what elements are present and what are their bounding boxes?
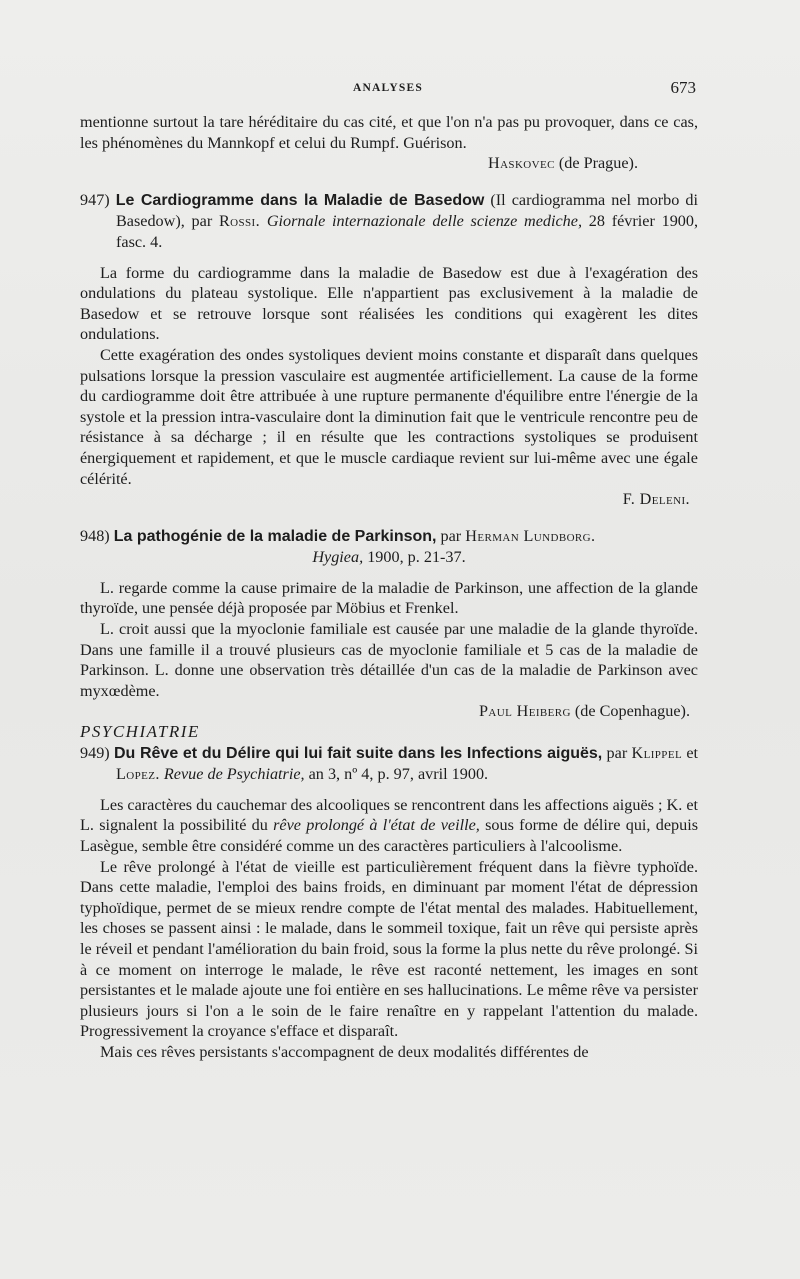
page-body [80, 112, 698, 1063]
entry-948-journal: Hygiea, [312, 548, 364, 567]
entry-949-body [80, 795, 698, 1063]
entry-948-date: 1900, p. 21-37. [367, 548, 466, 567]
entry-949-heading [80, 743, 698, 785]
entry-948-citation [80, 547, 698, 568]
entry-947-title: Le Cardiogramme dans la Maladie de Basedow [115, 191, 485, 209]
entry-947-journal: Giornale internazionale delle scienze mediche, [266, 212, 583, 231]
entry-949-by: par [606, 743, 628, 762]
entry-947-subtitle: (Il cardiogramma nel morbo di Basedow), par [116, 190, 699, 231]
entry-947-paragraph: Cette exagération des ondes systoliques devient moins constante et disparaît dans quelques pulsations lorsque la pression vasculaire est augmentée artificiellement. La cause de la forme du cardiogramme doit être attribuée à une rupture permanente d'équilibre entre l'énergie de la systole et la pression intra-vasculaire dont la diminution fait que le ventricule rencontre peu de résistance à sa décharge ; il en résulte que les contractions systoliques se produisent énergiquement et rapidement, et que le muscle cardiaque revient sur lui-même avec une égale célérité. [80, 345, 698, 488]
entry-949-paragraph-1 [80, 795, 698, 857]
entry-947-paragraph: La forme du cardiogramme dans la maladie de Basedow est due à l'exagération des ondulations du plateau systolique. Elle n'appartient pas exclusivement à la maladie de Basedow et se retrouve lorsque sont réalisées les conditions qui exagèrent les dites ondulations. [80, 263, 698, 344]
entry-948-paragraph: L. croit aussi que la myoclonie familiale est causée par une maladie de la glande thyroïde. Dans une famille il a trouvé plusieurs cas de myoclonie familiale et 5 cas de la maladie de Parkinson. L. donne une observation très détaillée d'un cas de la maladie de Parkinson avec myxœdème. [80, 620, 698, 700]
intro-text: mentionne surtout la tare héréditaire du cas cité, et que l'on n'a pas pu provoquer, dans ce cas, les phénomènes du Mannkopf et celui du Rumpf. Guérison. [80, 113, 698, 152]
entry-949-number: 949) [80, 743, 110, 762]
entry-948-signature [80, 701, 698, 722]
entry-949-p1-em: rêve prolongé à l'état de veille, [273, 816, 480, 835]
entry-948-signature-place: (de Copenhague). [574, 702, 690, 721]
entry-947-body [80, 263, 698, 510]
entry-947-signature-name: F. Deleni. [622, 490, 690, 509]
entry-949-paragraph-2: Le rêve prolongé à l'état de vieille est particulièrement fréquent dans la fièvre typhoïde. Dans cette maladie, l'emploi des bains froids, en diminuant par moment l'état de dépression typhoïdique, permet de se mieux rendre compte de l'état mental des malades. Habituellement, les choses se passent ainsi : le malade, dans le sommeil toxique, fait un rêve qui persiste après le réveil et pendant l'amélioration du bain froid, sous la forme la plus nette du rêve prolongé. Si à ce moment on interroge le malade, le rêve est raconté nettement, les images en sont persistantes et le malade ajoute une foi entière en ses hallucinations. Le même rêve va persister plusieurs jours si l'on a le soin de le faire renaître en y rappelant l'attention du malade. Progressivement la croyance s'efface et disparaît. [80, 857, 698, 1041]
page-header [80, 78, 696, 102]
entry-948-author: Herman Lundborg. [465, 526, 596, 545]
entry-949-p1-b: sous forme de délire qui, depuis Lasègue, semble être considéré comme un des caractères particuliers à l'alcoolisme. [80, 816, 699, 855]
entry-947-heading [80, 190, 698, 253]
entry-948-paragraph: L. regarde comme la cause primaire de la maladie de Parkinson, une affection de la glande thyroïde, une pensée déjà proposée par Möbius et Frenkel. [80, 578, 698, 618]
entry-948 [80, 526, 698, 722]
entry-949-journal: Revue de Psychiatrie, [163, 765, 305, 784]
entry-948-signature-name: Paul Heiberg [479, 702, 571, 721]
intro-signature-place: (de Prague). [558, 154, 638, 173]
section-title: PSYCHIATRIE [80, 722, 200, 742]
entry-948-by: par [440, 526, 462, 545]
entry-947-signature [80, 489, 698, 510]
entry-949-author2: Lopez. [116, 765, 160, 784]
page-number: 673 [670, 78, 696, 97]
running-title: ANALYSES [353, 82, 423, 94]
entry-949-paragraph-3: Mais ces rêves persistants s'accompagnent de deux modalités différentes de [100, 1042, 589, 1061]
entry-948-title: La pathogénie de la maladie de Parkinson, [113, 527, 437, 545]
entry-949-p1-a: Les caractères du cauchemar des alcooliques se rencontrent dans les affections aiguës ; K. et L. signalent la possibilité du [80, 795, 698, 835]
intro-signature [80, 153, 698, 174]
entry-949-author1: Klippel [631, 743, 683, 762]
entry-947-date: 28 février 1900, fasc. 4. [116, 212, 699, 251]
entry-949-title: Du Rêve et du Délire qui lui fait suite dans les Infections aiguës, [113, 744, 603, 762]
entry-948-heading [80, 526, 698, 548]
entry-947-number: 947) [80, 190, 110, 209]
intro-paragraph [80, 112, 698, 153]
entry-949-and: et [686, 743, 699, 762]
entry-948-number: 948) [80, 526, 110, 545]
entry-947 [80, 190, 698, 510]
entry-949 [80, 743, 698, 1063]
entry-947-author: Rossi. [218, 212, 261, 231]
entry-949-date: an 3, nº 4, p. 97, avril 1900. [308, 765, 489, 784]
entry-948-body [80, 578, 698, 722]
intro-signature-name: Haskovec [488, 154, 555, 173]
